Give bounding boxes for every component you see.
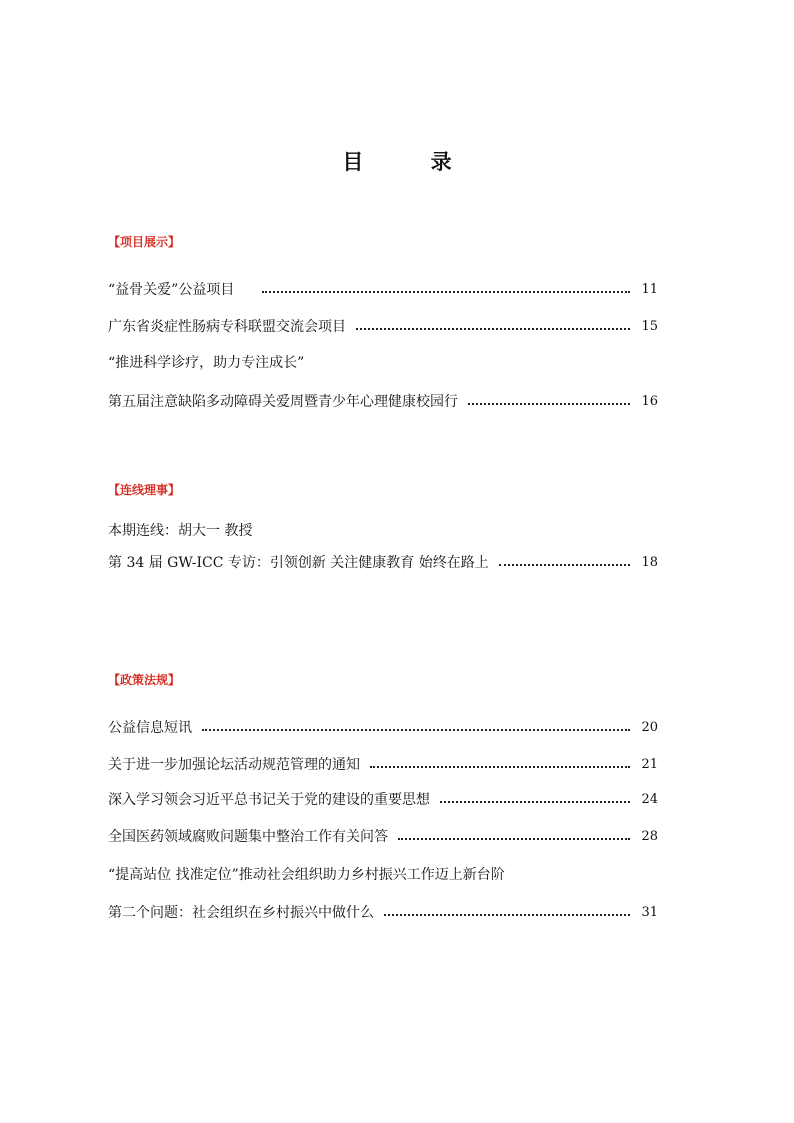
toc-leader-dots (370, 766, 630, 768)
toc-entry-page: 28 (641, 828, 658, 844)
toc-entry-page: 11 (641, 281, 658, 297)
toc-entry-title: 关于进一步加强论坛活动规范管理的通知 (108, 757, 360, 773)
toc-entry (108, 520, 658, 540)
toc-entry[interactable] (108, 391, 658, 411)
toc-entry-page: 31 (641, 904, 658, 920)
toc-entry-title: 深入学习领会习近平总书记关于党的建设的重要思想 (108, 792, 430, 808)
toc-entry-title: 广东省炎症性肠病专科联盟交流会项目 (108, 319, 346, 335)
toc-leader-dots (202, 729, 630, 731)
toc-entry[interactable] (108, 552, 658, 572)
toc-entry[interactable] (108, 717, 658, 737)
page-title: 目 录 (342, 150, 482, 174)
toc-entry-title: 本期连线：胡大一 教授 (108, 523, 253, 539)
toc-entry-title: 全国医药领域腐败问题集中整治工作有关问答 (108, 829, 388, 845)
toc-leader-dots (262, 291, 630, 293)
toc-entry[interactable] (108, 754, 658, 774)
toc-entry-page: 16 (641, 393, 658, 409)
toc-entry-page: 15 (641, 318, 658, 334)
section-heading-projects: 【项目展示】 (108, 235, 181, 249)
toc-leader-dots (384, 914, 630, 916)
toc-leader-dots (398, 838, 630, 840)
toc-leader-dots (440, 801, 630, 803)
toc-leader-dots (356, 328, 630, 330)
toc-entry (108, 864, 658, 884)
toc-entry[interactable] (108, 789, 658, 809)
toc-entry[interactable] (108, 902, 658, 922)
toc-entry-title: “提高站位 找准定位”推动社会组织助力乡村振兴工作迈上新台阶 (108, 867, 505, 883)
toc-entry-page: 20 (641, 719, 658, 735)
section-heading-council: 【连线理事】 (108, 483, 181, 497)
toc-entry-page: 21 (641, 756, 658, 772)
toc-entry-title: 第 34 届 GW-ICC 专访：引领创新 关注健康教育 始终在路上 (108, 555, 489, 571)
toc-entry-page: 18 (641, 554, 658, 570)
section-heading-policy: 【政策法规】 (108, 673, 181, 687)
toc-entry[interactable] (108, 826, 658, 846)
toc-entry-title: “推进科学诊疗，助力专注成长” (108, 355, 305, 371)
toc-leader-dots (468, 403, 630, 405)
toc-entry[interactable] (108, 316, 658, 336)
toc-entry (108, 352, 658, 372)
toc-leader-dots (499, 564, 630, 566)
toc-entry-title: “益骨关爱”公益项目 (108, 282, 235, 298)
toc-entry-title: 第二个问题：社会组织在乡村振兴中做什么 (108, 905, 374, 921)
toc-entry-page: 24 (641, 791, 658, 807)
toc-entry-title: 第五届注意缺陷多动障碍关爱周暨青少年心理健康校园行 (108, 394, 458, 410)
toc-entry-title: 公益信息短讯 (108, 720, 192, 736)
toc-entry[interactable] (108, 279, 658, 299)
